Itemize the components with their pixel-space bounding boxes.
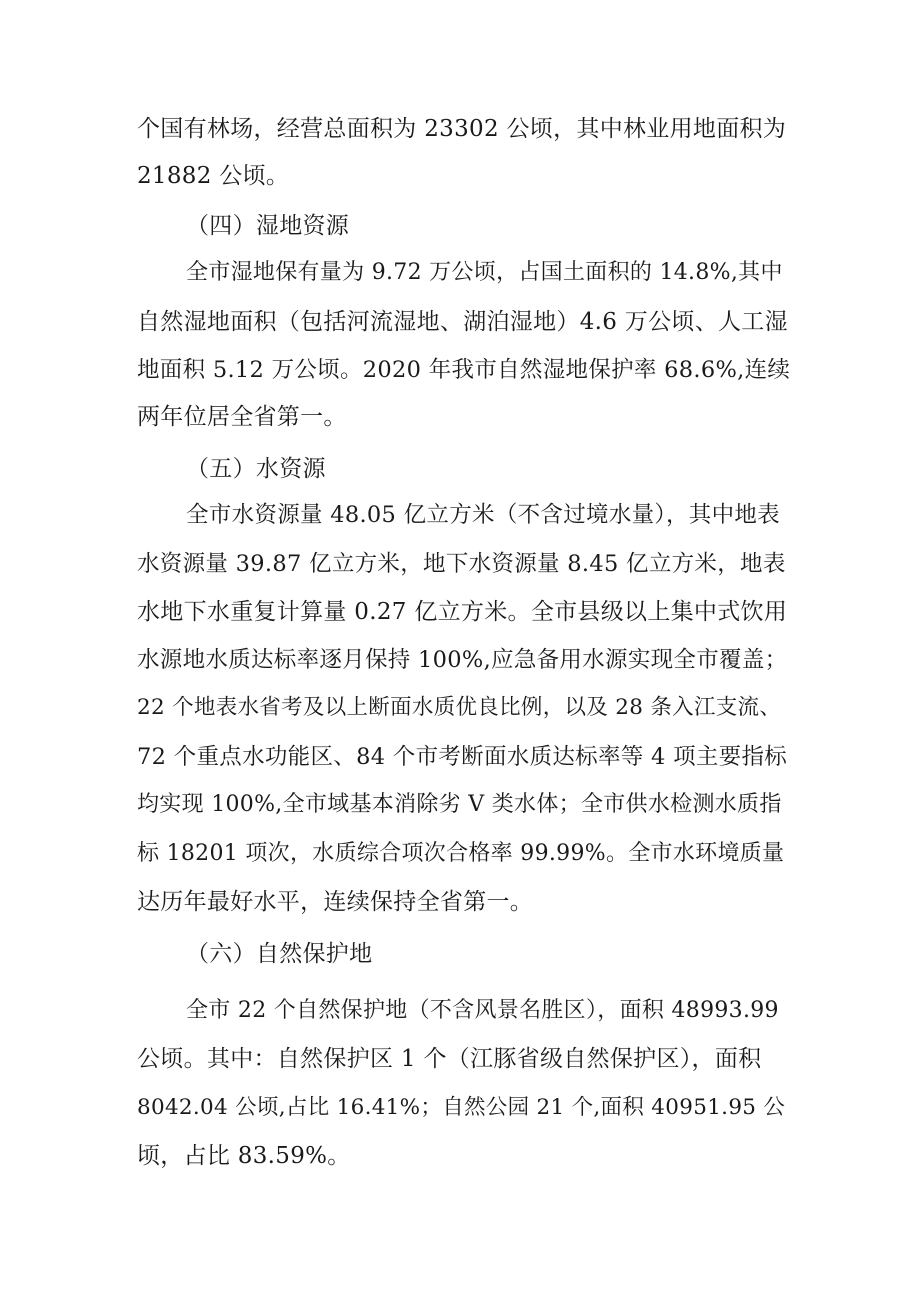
paragraph-line: 21882 公顷。 [137,163,290,189]
section-heading-wetland: （四）湿地资源 [186,213,350,239]
paragraph-line: 两年位居全省第一。 [137,404,347,430]
paragraph-line: 公顷。其中：自然保护区 1 个（江豚省级自然保护区），面积 [137,1046,762,1072]
paragraph-line: 水资源量 39.87 亿立方米，地下水资源量 8.45 亿立方米，地表 [137,551,786,577]
paragraph-line: 均实现 100%,全市域基本消除劣 V 类水体；全市供水检测水质指 [137,792,782,817]
paragraph-line: 水源地水质达标率逐月保持 100%,应急备用水源实现全市覆盖； [137,647,788,673]
paragraph-line: 顷，占比 83.59%。 [137,1143,351,1169]
paragraph-line: 全市湿地保有量为 9.72 万公顷，占国土面积的 14.8%,其中 [186,260,783,285]
paragraph-line: 水地下水重复计算量 0.27 亿立方米。全市县级以上集中式饮用 [137,599,788,625]
paragraph-line: 标 18201 项次，水质综合项次合格率 99.99%。全市水环境质量 [137,841,785,866]
paragraph-line: 个国有林场，经营总面积为 23302 公顷，其中林业用地面积为 [137,116,787,142]
section-heading-water: （五）水资源 [186,456,326,482]
paragraph-line: 72 个重点水功能区、84 个市考断面水质达标率等 4 项主要指标 [137,744,788,770]
paragraph-line: 全市水资源量 48.05 亿立方米（不含过境水量），其中地表 [186,502,780,528]
section-heading-protected-areas: （六）自然保护地 [186,941,373,967]
paragraph-line: 8042.04 公顷,占比 16.41%；自然公园 21 个,面积 40951.95 公 [137,1095,786,1120]
paragraph-line: 地面积 5.12 万公顷。2020 年我市自然湿地保护率 68.6%,连续 [137,357,791,383]
paragraph-line: 达历年最好水平，连续保持全省第一。 [137,889,534,915]
paragraph-line: 全市 22 个自然保护地（不含风景名胜区），面积 48993.99 [186,998,779,1023]
paragraph-line: 自然湿地面积（包括河流湿地、湖泊湿地）4.6 万公顷、人工湿 [137,309,788,335]
paragraph-line: 22 个地表水省考及以上断面水质优良比例，以及 28 条入江支流、 [137,695,782,720]
